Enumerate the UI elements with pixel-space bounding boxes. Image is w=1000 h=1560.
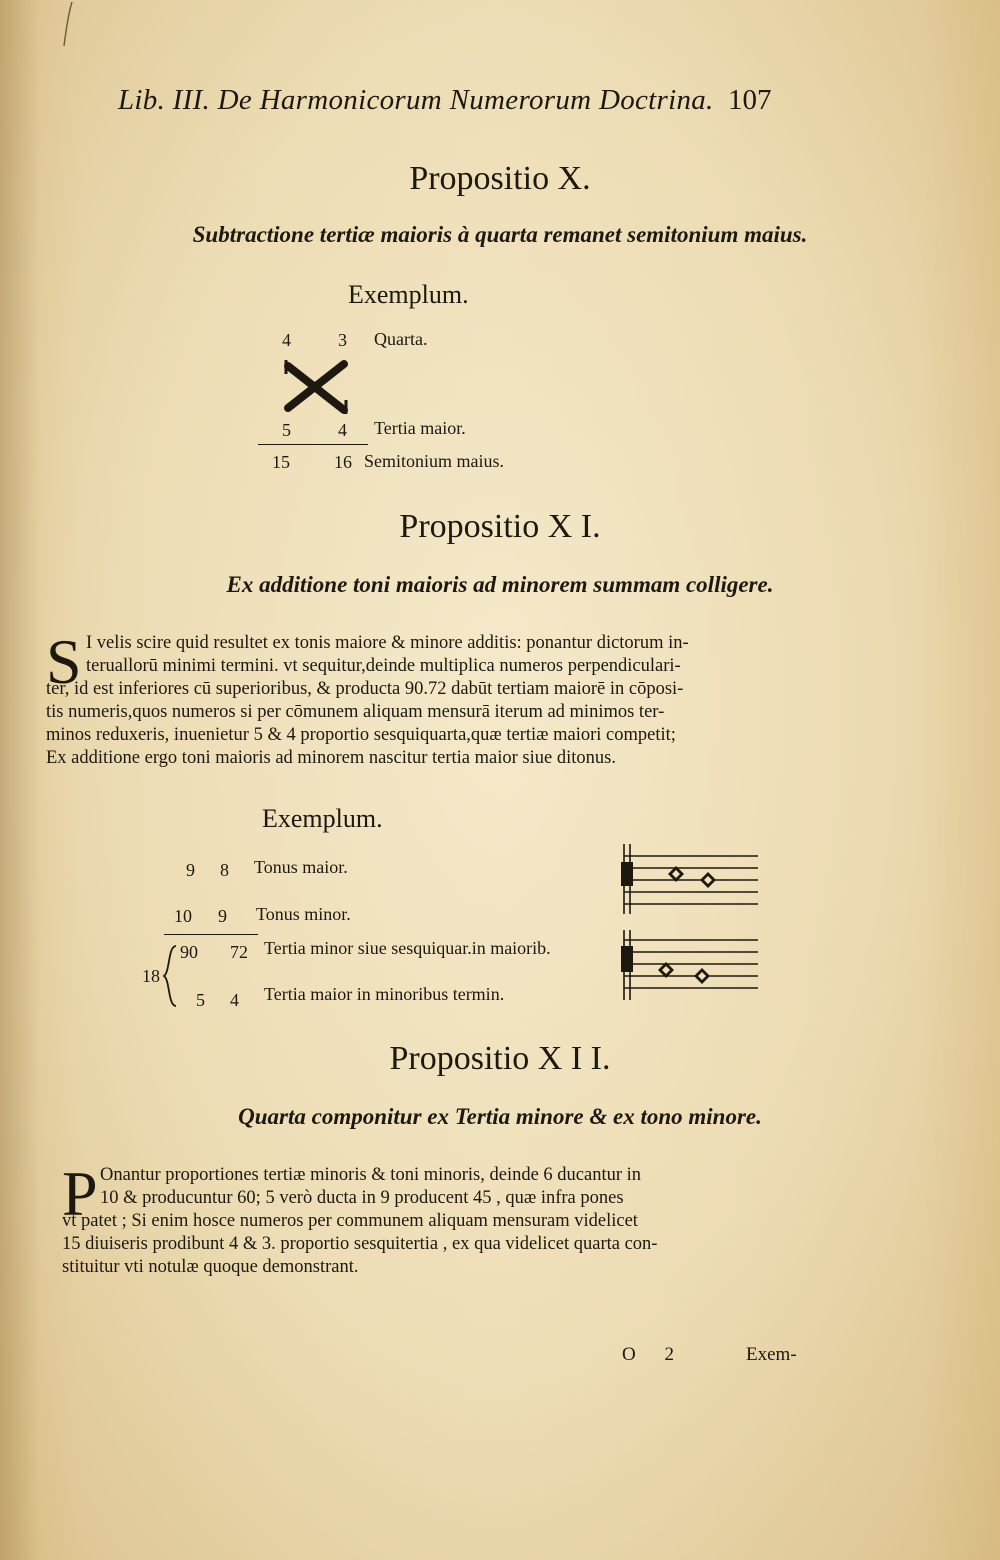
ratio-term: 3 (338, 330, 347, 350)
proposition-12-statement: Quarta componitur ex Tertia minore & ex tono minore. (238, 1104, 762, 1129)
curly-brace (160, 944, 180, 1008)
proposition-12-title: Propositio X I I. (389, 1040, 611, 1077)
ratio-term: 9 (186, 860, 195, 880)
drop-cap: S (46, 626, 82, 697)
ratio-term: 10 (174, 906, 192, 926)
text-line: minos reduxeris, inuenietur 5 & 4 proportio sesquiquarta,quæ tertiæ maiori competit; (46, 725, 676, 745)
ratio-term: 15 (272, 452, 290, 472)
catchword: Exem- (746, 1344, 797, 1365)
text-line: I velis scire quid resultet ex tonis maiore & minore additis: ponantur dictorum in- (86, 633, 689, 653)
text-line: vt patet ; Si enim hosce numeros per communem aliquam mensuram videlicet (62, 1211, 638, 1231)
interval-label: Tertia maior in minoribus termin. (264, 984, 505, 1004)
proposition-10-statement: Subtractione tertiæ maioris à quarta remanet semitonium maius. (192, 222, 808, 247)
text-line: Onantur proportiones tertiæ minoris & toni minoris, deinde 6 ducantur in (100, 1165, 642, 1185)
sum-rule (258, 444, 368, 445)
text-line: stituitur vti notulæ quoque demonstrant. (62, 1257, 359, 1277)
running-head: Lib. III. De Harmonicorum Numerorum Doctrina. (118, 84, 714, 116)
text-line: tis numeris,quos numeros si per cōmunem aliquam mensurā iterum ad minimos ter- (46, 702, 665, 722)
ratio-term: 90 (180, 942, 198, 962)
interval-label: Tonus minor. (256, 904, 351, 924)
interval-label: Quarta. (374, 329, 428, 349)
ratio-term: 72 (230, 942, 248, 962)
sum-rule (164, 934, 258, 935)
text-line: teruallorū minimi termini. vt sequitur,deinde multiplica numeros perpendiculari- (86, 656, 681, 676)
signature-mark: O 2 (622, 1344, 686, 1365)
ratio-term: 4 (338, 420, 347, 440)
example-label: Exemplum. (262, 804, 383, 833)
drop-cap: P (62, 1158, 98, 1229)
ratio-term: 9 (218, 906, 227, 926)
proposition-10-title: Propositio X. (409, 160, 591, 197)
interval-label: Semitonium maius. (364, 451, 505, 471)
ratio-term: 4 (230, 990, 239, 1010)
pencil-mark (58, 0, 88, 50)
text-line: 10 & producuntur 60; 5 verò ducta in 9 producent 45 , quæ infra pones (100, 1188, 624, 1208)
music-staff-lower (618, 928, 764, 1004)
music-staff-upper (618, 842, 764, 916)
cross-multiplication-mark (280, 356, 352, 418)
text-line: 15 diuiseris prodibunt 4 & 3. proportio sesquitertia , ex qua videlicet quarta con- (62, 1234, 658, 1254)
ratio-term: 16 (334, 452, 352, 472)
ratio-term: 5 (282, 420, 291, 440)
text-line: ter, id est inferiores cū superioribus, & producta 90.72 dabūt tertiam maiorē in cōposi- (46, 679, 684, 699)
interval-label: Tertia maior. (374, 418, 466, 438)
text-line: Ex additione ergo toni maioris ad minorem nascitur tertia maior siue ditonus. (46, 748, 616, 768)
proposition-11-title: Propositio X I. (399, 508, 601, 545)
proposition-11-statement: Ex additione toni maioris ad minorem summam colligere. (226, 572, 774, 597)
bracket-factor: 18 (142, 966, 160, 986)
page-number: 107 (728, 84, 772, 116)
interval-label: Tertia minor siue sesquiquar.in maiorib. (264, 938, 551, 958)
interval-label: Tonus maior. (254, 857, 348, 877)
ratio-term: 5 (196, 990, 205, 1010)
ratio-term: 8 (220, 860, 229, 880)
example-label: Exemplum. (348, 280, 469, 309)
ratio-term: 4 (282, 330, 291, 350)
